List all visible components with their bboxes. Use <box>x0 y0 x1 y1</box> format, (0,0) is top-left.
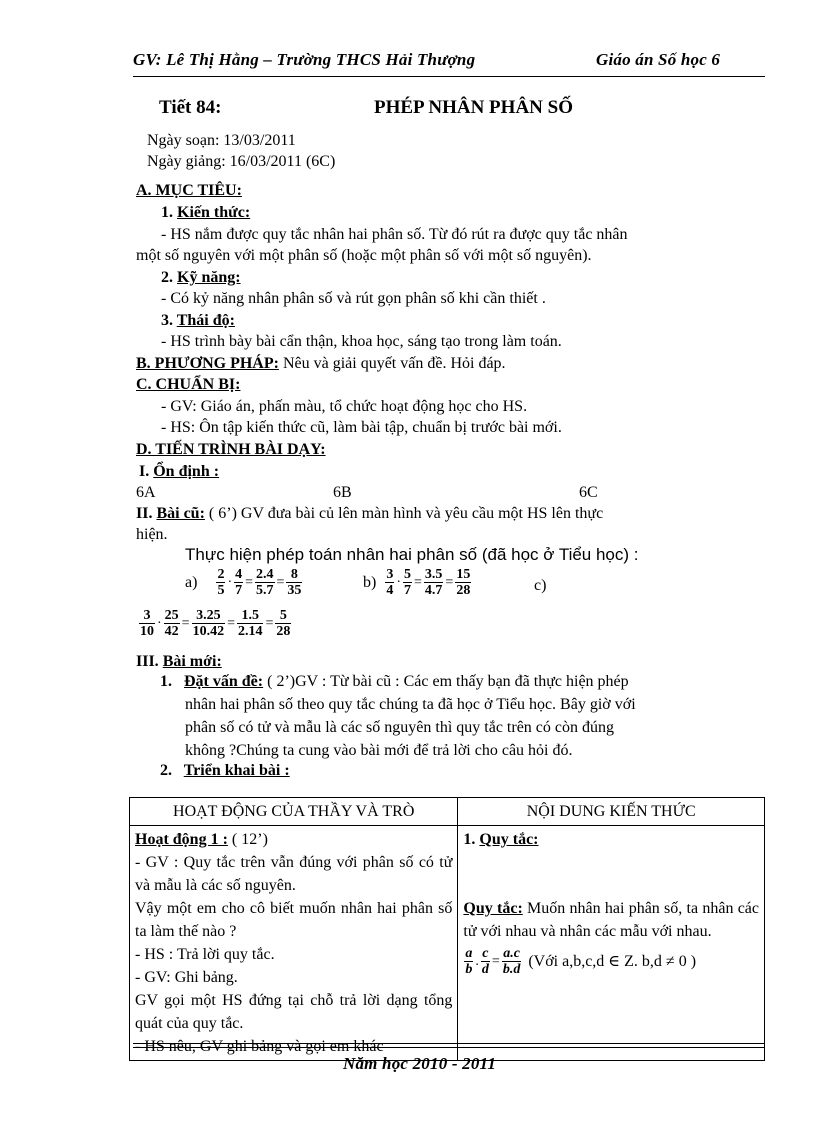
knowledge-heading: 1. Kiến thức: <box>161 204 251 221</box>
stabilize-heading: I. Ổn định : <box>139 463 220 480</box>
header-rule <box>133 76 765 77</box>
content-cell: 1. Quy tắc: Quy tắc: Muốn nhân hai phân số, ta nhân các tử với nhau và nhân các mẫu với nhau. $\frac{a}{b}$ . $\frac{c}{d}$ = $\frac{a.c}{b.d}$ (Với a,b,c,d ∈ Z. b,d ≠ 0 ) <box>458 826 765 1061</box>
equation-b: b) $\frac{3}{4}$ · $\frac{5}{7}$ = $\frac{3.5}{4.7}$ = $\frac{15}{28}$ <box>363 567 471 598</box>
section-a-title: A. MỤC TIÊU: <box>136 182 242 199</box>
activity-line: GV gọi một HS đứng tại chỗ trả lời dạng tổng quát của quy tắc. <box>135 992 453 1032</box>
activity-line: - GV : Quy tắc trên vẫn đúng với phân số có tử và mẫu là các số nguyên. <box>135 854 453 894</box>
lesson-number: Tiết 84: <box>159 97 222 118</box>
knowledge-line-2: một số nguyên với một phân số (hoặc một phân số với một số nguyên). <box>136 247 592 264</box>
lesson-title: PHÉP NHÂN PHÂN SỐ <box>374 97 573 118</box>
col-content-header: NỘI DUNG KIẾN THỨC <box>458 798 765 826</box>
skill-line: - Có kỷ năng nhân phân số và rút gọn phân số khi cần thiết . <box>161 290 546 307</box>
section-d-title: D. TIẾN TRÌNH BÀI DẠY: <box>136 441 326 458</box>
header-left: GV: Lê Thị Hằng – Trường THCS Hải Thượng <box>133 50 476 69</box>
rule-formula: $\frac{a}{b}$ . $\frac{c}{d}$ = $\frac{a.c}{b.d}$ (Với a,b,c,d ∈ Z. b,d ≠ 0 ) <box>465 946 697 977</box>
old-lesson-line-2: hiện. <box>136 526 168 543</box>
attitude-heading: 3. Thái độ: <box>161 312 235 329</box>
table-header-row <box>130 798 765 826</box>
equation-c: $\frac{3}{10}$ · $\frac{25}{42}$ = $\frac{3.25}{10.42}$ = $\frac{1.5}{2.14}$ = $\frac{5}{28}$ <box>140 608 291 639</box>
prep-hs: - HS: Ôn tập kiến thức cũ, làm bài tập, chuẩn bị trước bài mới. <box>161 419 562 436</box>
section-b: B. PHƯƠNG PHÁP: Nêu và giải quyết vấn đề. Hỏi đáp. <box>136 355 506 372</box>
rule-text: Quy tắc: Muốn nhân hai phân số, ta nhân các tử với nhau và nhân các mẫu với nhau. <box>463 900 760 940</box>
footer-rule-1 <box>133 1043 765 1044</box>
prep-gv: - GV: Giáo án, phấn màu, tổ chức hoạt động học cho HS. <box>161 398 528 415</box>
footer-rule-2 <box>133 1047 765 1048</box>
new-lesson-heading: III. Bài mới: <box>136 653 222 670</box>
table-row <box>130 826 765 1061</box>
activity-line: Vậy một em cho cô biết muốn nhân hai phân số ta làm thế nào ? <box>135 900 453 940</box>
activity-line: - HS : Trả lời quy tắc. <box>135 946 275 963</box>
skill-heading: 2. Kỹ năng: <box>161 269 241 286</box>
problem-line-3: phân số có tử và mẫu là các số nguyên thì quy tắc trên có còn đúng <box>185 719 614 736</box>
class-6a: 6A <box>136 484 156 501</box>
problem-statement: 1. Đặt vấn đề: ( 2’)GV : Từ bài cũ : Các em thấy bạn đã thực hiện phép <box>160 673 629 690</box>
class-6b: 6B <box>333 484 352 501</box>
col-activities-header: HOẠT ĐỘNG CỦA THẦY VÀ TRÒ <box>130 798 458 826</box>
activity-line: - GV: Ghi bảng. <box>135 969 238 986</box>
equation-a: a) $\frac{2}{5}$ · $\frac{4}{7}$ = $\frac{2.4}{5.7}$ = $\frac{8}{35}$ <box>185 567 302 598</box>
problem-line-4: không ?Chúng ta cung vào bài mới để trả lời cho câu hỏi đó. <box>185 742 573 759</box>
task-text: Thực hiện phép toán nhân hai phân số (đã học ở Tiểu học) : <box>185 545 639 564</box>
attitude-line: - HS trình bày bài cẩn thận, khoa học, sáng tạo trong làm toán. <box>161 333 562 350</box>
header-right: Giáo án Số học 6 <box>596 50 721 69</box>
section-c-title: C. CHUẨN BỊ: <box>136 376 241 393</box>
old-lesson-line: II. Bài cũ: ( 6’) GV đưa bài củ lên màn hình và yêu cầu một HS lên thực <box>136 505 604 522</box>
footer-year: Năm học 2010 - 2011 <box>343 1054 497 1073</box>
class-6c: 6C <box>579 484 598 501</box>
lesson-table <box>129 797 765 1061</box>
knowledge-line-1: - HS nắm được quy tắc nhân hai phân số. Từ đó rút ra được quy tắc nhân <box>161 226 628 243</box>
equation-c-label: c) <box>534 577 547 594</box>
date-prepared: Ngày soạn: 13/03/2011 <box>147 132 296 149</box>
activity-line: - HS nêu, GV ghi bảng và gọi em khác <box>135 1038 384 1055</box>
activities-cell: Hoạt động 1 : ( 12’) - GV : Quy tắc trên vẫn đúng với phân số có tử và mẫu là các số nguyên. Vậy một em cho cô biết muốn nhân hai phân số ta làm thế nào ? - HS : Trả lời quy tắc. - GV: Ghi bảng. GV gọi một HS đứng tại chỗ trả lời dạng tổng quát của quy tắc. - HS nêu, GV ghi bảng và gọi em khác <box>130 826 458 1061</box>
deployment-heading: 2. Triển khai bài : <box>160 762 290 779</box>
date-taught: Ngày giảng: 16/03/2011 (6C) <box>147 153 336 170</box>
problem-line-2: nhân hai phân số theo quy tắc chúng ta đã học ở Tiểu học. Bây giờ với <box>185 696 636 713</box>
